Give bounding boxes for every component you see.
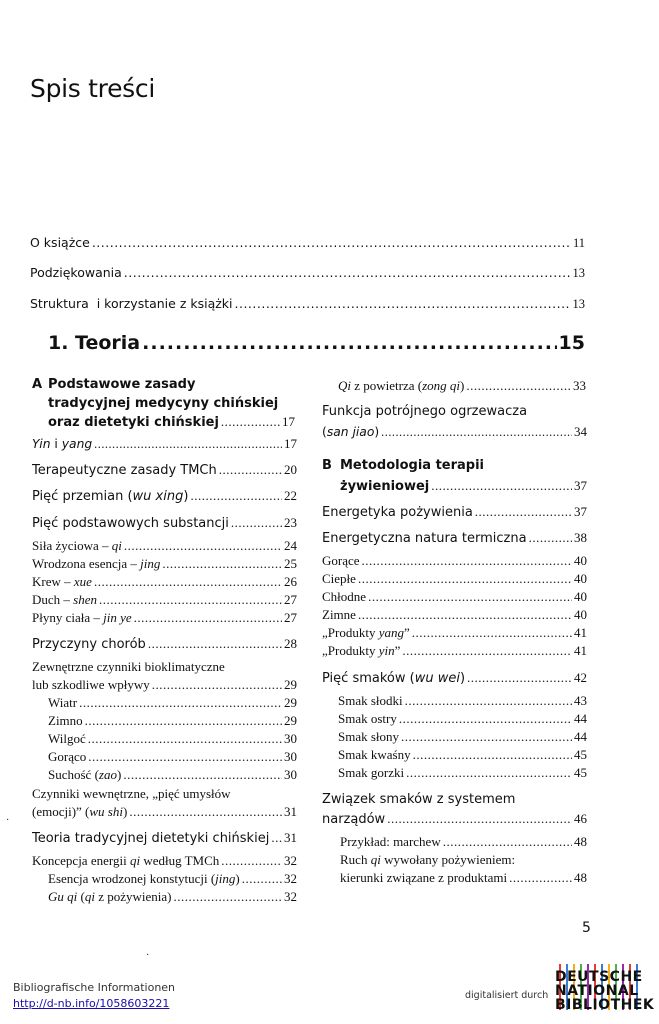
leader-dots <box>152 677 282 693</box>
toc-label: „Produkty yang” <box>322 625 410 640</box>
dnb-logo-line1: DEUTSCHE <box>555 969 643 985</box>
toc-label: lub szkodliwe wpływy <box>32 677 150 692</box>
leader-dots <box>235 296 571 311</box>
toc-entry-wewnetrzne-line1: Czynniki wewnętrzne, „pięć umysłów <box>32 786 231 801</box>
toc-entry-funkcja-line1: Funkcja potrójnego ogrzewacza <box>322 404 528 419</box>
toc-entry-smak-gorzki[interactable] <box>338 765 587 781</box>
toc-label: (san jiao) <box>322 425 380 439</box>
toc-page: 32 <box>284 889 297 904</box>
toc-page: 32 <box>284 853 297 868</box>
toc-page: 48 <box>574 870 587 885</box>
leader-dots <box>190 488 282 504</box>
toc-page: 23 <box>284 515 297 530</box>
leader-dots <box>221 414 280 430</box>
toc-entry-o-ksiazce[interactable] <box>30 235 585 251</box>
toc-page: 27 <box>284 610 297 625</box>
toc-entry-smak-kwasny[interactable] <box>338 747 587 763</box>
leader-dots <box>88 749 282 765</box>
toc-entry-smak-slodki[interactable] <box>338 693 587 709</box>
leader-dots <box>358 607 572 623</box>
leader-dots <box>402 643 572 659</box>
toc-page: 37 <box>574 504 587 519</box>
toc-label: żywieniowej <box>340 479 430 494</box>
section-b-heading-line1: Metodologia terapii <box>340 458 485 473</box>
toc-label: Smak gorzki <box>338 765 405 780</box>
page-number: 5 <box>582 920 591 936</box>
bibliographic-link[interactable]: http://d-nb.info/1058603221 <box>13 997 170 1010</box>
toc-page: 40 <box>574 589 587 604</box>
digitized-by-label: digitalisiert durch <box>465 990 549 1001</box>
section-letter-b: B <box>322 458 332 473</box>
toc-entry-podziekowania[interactable] <box>30 265 585 281</box>
toc-entry-zwiazek-line1: Związek smaków z systemem <box>322 792 516 807</box>
toc-entry-przyczyny-chorob[interactable] <box>32 636 297 652</box>
leader-dots <box>405 693 572 709</box>
toc-page: 26 <box>284 574 297 589</box>
toc-label: Podziękowania <box>30 265 122 280</box>
section-letter-a: A <box>32 377 43 392</box>
toc-label: Koncepcja energii qi według TMCh <box>32 853 220 868</box>
leader-dots <box>387 811 572 827</box>
toc-label: Zimno <box>48 713 83 728</box>
section-a-heading-line1: Podstawowe zasady <box>48 377 196 392</box>
scan-speck: · <box>146 950 150 961</box>
toc-entry-smak-ostry[interactable] <box>338 711 587 727</box>
leader-dots <box>142 332 556 354</box>
toc-entry-zewnetrzne-line1: Zewnętrzne czynniki bioklimatyczne <box>32 659 225 674</box>
toc-label: kierunki związane z produktami <box>340 870 508 885</box>
leader-dots <box>406 765 572 781</box>
toc-page: 11 <box>572 236 585 250</box>
toc-entry-energetyka[interactable] <box>322 504 587 520</box>
toc-entry-produkty-yin[interactable] <box>322 643 587 659</box>
toc-entry-ruch-qi[interactable] <box>340 870 587 886</box>
section-a-heading-line2: tradycyjnej medycyny chińskiej <box>48 396 279 411</box>
toc-entry-produkty-yang[interactable] <box>322 625 587 641</box>
toc-label: Energetyka pożywienia <box>322 505 473 520</box>
leader-dots <box>368 589 572 605</box>
toc-part-teoria[interactable] <box>48 332 585 354</box>
toc-page: 33 <box>573 378 586 393</box>
toc-entry-wilgoc[interactable] <box>48 731 297 747</box>
leader-dots <box>134 610 282 626</box>
toc-page: 28 <box>284 636 297 651</box>
dnb-logo-line2: NATIONAL <box>555 983 639 999</box>
toc-entry-wrodzona-esencja[interactable] <box>32 556 297 572</box>
toc-page: 29 <box>284 677 297 692</box>
toc-page: 48 <box>574 834 587 849</box>
toc-page: 17 <box>284 436 297 451</box>
toc-page: 30 <box>284 731 297 746</box>
toc-page: 30 <box>284 749 297 764</box>
toc-label: Gorące <box>322 553 360 568</box>
toc-page: 27 <box>284 592 297 607</box>
leader-dots <box>466 378 571 394</box>
leader-dots <box>443 834 572 850</box>
toc-page: 43 <box>574 693 587 708</box>
leader-dots <box>431 478 572 494</box>
toc-page: 24 <box>284 538 297 553</box>
toc-label: Suchość (zao) <box>48 767 122 782</box>
toc-page: 44 <box>574 711 587 726</box>
toc-label: Yin i yang <box>32 437 93 451</box>
toc-page: 30 <box>284 767 297 782</box>
toc-page: 45 <box>574 747 587 762</box>
toc-page: 40 <box>574 553 587 568</box>
toc-label: Pięć smaków (wu wei) <box>322 671 466 686</box>
toc-entry-section-a[interactable] <box>48 414 295 430</box>
toc-entry-zewnetrzne[interactable] <box>32 677 297 693</box>
toc-page: 41 <box>574 643 587 658</box>
toc-label: Wilgoć <box>48 731 86 746</box>
toc-label: Przyczyny chorób <box>32 637 146 652</box>
leader-dots <box>148 636 282 652</box>
toc-entry-section-b[interactable] <box>340 478 587 494</box>
toc-label: Teoria tradycyjnej dietetyki chińskiej <box>32 831 270 846</box>
toc-entry-goraco[interactable] <box>48 749 297 765</box>
toc-label: Gorąco <box>48 749 87 764</box>
toc-entry-chlodne[interactable] <box>322 589 587 605</box>
toc-label: Pięć podstawowych substancji <box>32 516 229 531</box>
toc-entry-piec-smakow[interactable] <box>322 670 587 686</box>
toc-label: Wrodzona esencja – jing <box>32 556 161 571</box>
toc-page: 13 <box>572 297 585 311</box>
toc-label: Smak kwaśny <box>338 747 411 762</box>
dnb-logo <box>555 964 655 1013</box>
toc-entry-suchosc[interactable] <box>48 767 297 783</box>
toc-entry-duch[interactable] <box>32 592 297 608</box>
leader-dots <box>221 853 282 869</box>
toc-page: 13 <box>572 266 585 280</box>
toc-entry-krew[interactable] <box>32 574 297 590</box>
leader-dots <box>413 747 572 763</box>
leader-dots <box>219 462 282 478</box>
toc-label: Duch – shen <box>32 592 98 607</box>
toc-page: 37 <box>574 478 587 493</box>
toc-entry-esencja-jing[interactable] <box>48 871 297 887</box>
toc-label: Pięć przemian (wu xing) <box>32 489 189 504</box>
leader-dots <box>271 830 282 846</box>
toc-page: 41 <box>574 625 587 640</box>
leader-dots <box>99 592 282 608</box>
toc-entry-struktura[interactable] <box>30 296 585 312</box>
toc-label: Płyny ciała – jin ye <box>32 610 132 625</box>
leader-dots <box>123 767 282 783</box>
toc-label: Smak słony <box>338 729 400 744</box>
toc-entry-teoria-dietetyki[interactable] <box>32 830 297 846</box>
toc-entry-cieple[interactable] <box>322 571 587 587</box>
toc-page: 40 <box>574 607 587 622</box>
toc-entry-gu-qi[interactable] <box>48 889 297 905</box>
leader-dots <box>231 515 282 531</box>
toc-label: Siła życiowa – qi <box>32 538 122 553</box>
toc-entry-koncepcja-qi[interactable] <box>32 853 297 869</box>
toc-entry-ruch-qi-line1: Ruch qi wywołany pożywieniem: <box>340 852 516 867</box>
toc-page: 25 <box>284 556 297 571</box>
toc-page: 22 <box>284 488 297 503</box>
leader-dots <box>358 571 572 587</box>
leader-dots <box>94 574 282 590</box>
leader-dots <box>467 670 572 686</box>
toc-page: 42 <box>574 670 587 685</box>
leader-dots <box>94 437 282 452</box>
leader-dots <box>129 804 282 820</box>
toc-page: 46 <box>574 811 587 826</box>
toc-entry-zwiazek-smakow[interactable] <box>322 811 587 827</box>
toc-entry-wewnetrzne[interactable] <box>32 804 297 820</box>
leader-dots <box>79 695 282 711</box>
toc-page: 17 <box>282 414 295 429</box>
toc-label: oraz dietetyki chińskiej <box>48 415 219 430</box>
toc-label: O książce <box>30 235 90 250</box>
toc-entry-sila-zyciowa[interactable] <box>32 538 297 554</box>
toc-label: Struktura i korzystanie z książki <box>30 296 233 311</box>
toc-label: Przykład: marchew <box>340 834 441 849</box>
toc-label: Gu qi (qi z pożywienia) <box>48 889 172 904</box>
leader-dots <box>174 889 283 905</box>
leader-dots <box>529 530 572 546</box>
leader-dots <box>509 870 572 886</box>
toc-page: 31 <box>284 830 297 845</box>
toc-entry-zimno[interactable] <box>48 713 297 729</box>
toc-entry-funkcja[interactable] <box>322 424 587 440</box>
toc-entry-piec-przemian[interactable] <box>32 488 297 504</box>
toc-page: 44 <box>574 729 587 744</box>
toc-entry-plyny-ciala[interactable] <box>32 610 297 626</box>
bibliographic-info <box>13 980 175 1012</box>
toc-page: 29 <box>284 695 297 710</box>
toc-page: 45 <box>574 765 587 780</box>
toc-entry-qi-z-powietrza[interactable] <box>338 378 586 394</box>
toc-entry-piec-substancji[interactable] <box>32 515 297 531</box>
bibliographic-label: Bibliografische Informationen <box>13 981 176 994</box>
toc-label: Wiatr <box>48 695 78 710</box>
toc-label: Esencja wrodzonej konstytucji (jing) <box>48 871 240 886</box>
toc-label: Terapeutyczne zasady TMCh <box>32 463 217 478</box>
leader-dots <box>399 711 572 727</box>
leader-dots <box>242 871 282 887</box>
toc-label: Krew – xue <box>32 574 92 589</box>
toc-entry-gorace[interactable] <box>322 553 587 569</box>
toc-entry-zimne[interactable] <box>322 607 587 623</box>
toc-label: Ciepłe <box>322 571 356 586</box>
toc-label: Chłodne <box>322 589 367 604</box>
scan-speck: · <box>6 815 10 826</box>
toc-entry-przyklad-marchew[interactable] <box>340 834 587 850</box>
leader-dots <box>412 625 572 641</box>
dnb-logo-line3: BIBLIOTHEK <box>555 997 655 1013</box>
leader-dots <box>124 265 571 280</box>
toc-label: narządów <box>322 812 386 827</box>
leader-dots <box>92 235 571 250</box>
toc-page: 31 <box>284 804 297 819</box>
toc-label: Smak ostry <box>338 711 397 726</box>
toc-page: 29 <box>284 713 297 728</box>
page-title: Spis treści <box>30 74 155 103</box>
toc-entry-wiatr[interactable] <box>48 695 297 711</box>
leader-dots <box>124 538 282 554</box>
leader-dots <box>85 713 282 729</box>
toc-page: 34 <box>574 424 587 439</box>
leader-dots <box>401 729 572 745</box>
toc-page: 20 <box>284 462 297 477</box>
leader-dots <box>381 425 572 440</box>
toc-page: 40 <box>574 571 587 586</box>
toc-page: 38 <box>574 530 587 545</box>
toc-entry-yin-yang[interactable] <box>32 436 297 452</box>
toc-label: „Produkty yin” <box>322 643 401 658</box>
leader-dots <box>475 504 572 520</box>
leader-dots <box>88 731 282 747</box>
toc-label: (emocji)” (wu shi) <box>32 804 128 819</box>
toc-label: Qi z powietrza (zong qi) <box>338 378 465 393</box>
toc-label: 1. Teoria <box>48 332 141 354</box>
toc-label: Smak słodki <box>338 693 403 708</box>
leader-dots <box>362 553 572 569</box>
toc-entry-terapeutyczne[interactable] <box>32 462 297 478</box>
toc-entry-energetyczna-natura[interactable] <box>322 530 587 546</box>
toc-label: Energetyczna natura termiczna <box>322 531 527 546</box>
leader-dots <box>162 556 282 572</box>
toc-page: 15 <box>558 332 585 354</box>
toc-page: 32 <box>284 871 297 886</box>
toc-entry-smak-slony[interactable] <box>338 729 587 745</box>
toc-label: Zimne <box>322 607 356 622</box>
